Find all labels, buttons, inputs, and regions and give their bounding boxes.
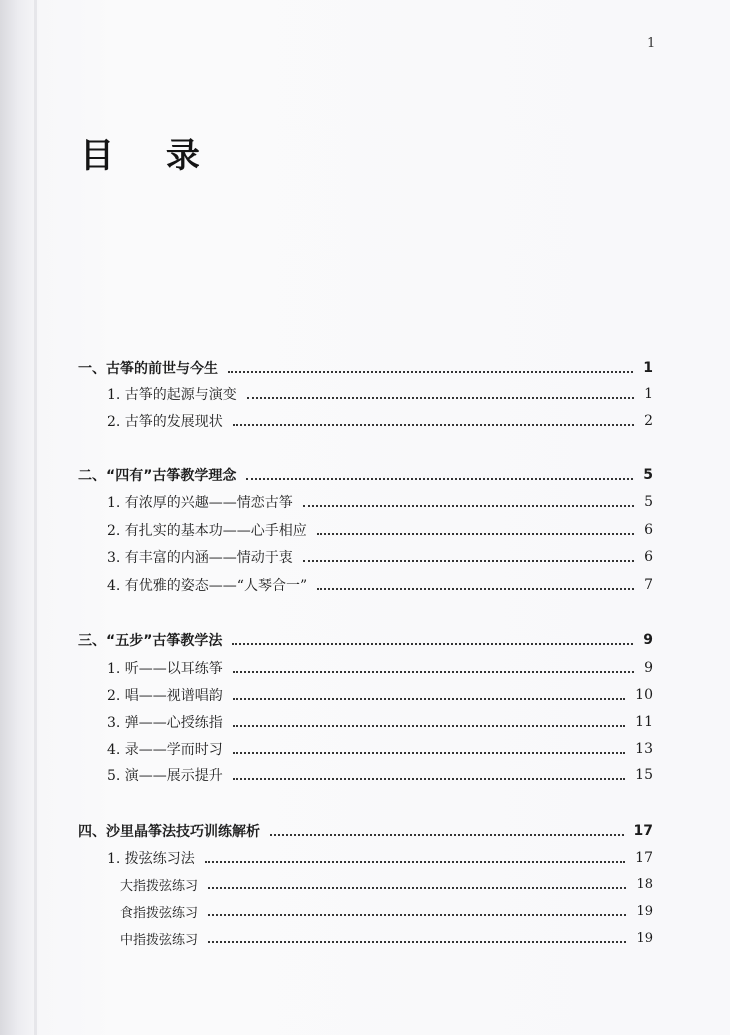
toc-leader-dots (233, 752, 625, 754)
toc-page-number: 19 (636, 903, 653, 919)
toc-page-number: 1 (644, 386, 653, 402)
toc-leader-dots (303, 505, 634, 507)
toc-section-heading[interactable] (0, 355, 730, 381)
toc-page-number: 19 (636, 930, 653, 946)
toc-leader-dots (247, 397, 634, 399)
toc-subitem[interactable] (0, 871, 730, 897)
toc-leader-dots (233, 424, 634, 426)
toc-page-number: 17 (633, 823, 653, 839)
toc-page-number: 13 (635, 741, 653, 757)
toc-page-number: 6 (644, 549, 653, 565)
toc-subitem[interactable] (0, 925, 730, 951)
toc-leader-dots (233, 698, 625, 700)
toc-item-label: 1. 古筝的起源与演变 (107, 387, 237, 403)
toc-item-label: 3. 弹——心授练指 (107, 715, 223, 731)
toc-heading-label: 一、古筝的前世与今生 (78, 361, 218, 377)
toc-page-number: 7 (644, 577, 653, 593)
toc-item[interactable] (0, 572, 730, 598)
toc-section-heading[interactable] (0, 462, 730, 488)
toc-item-label: 5. 演——展示提升 (107, 768, 223, 784)
toc-page-number: 9 (644, 660, 653, 676)
toc-page-number: 5 (644, 494, 653, 510)
toc-leader-dots (232, 643, 633, 645)
toc-item-label: 2. 有扎实的基本功——心手相应 (107, 523, 307, 539)
toc-heading-label: 四、沙里晶筝法技巧训练解析 (78, 824, 260, 840)
toc-item[interactable] (0, 408, 730, 434)
toc-leader-dots (317, 533, 634, 535)
toc-section-heading[interactable] (0, 818, 730, 844)
toc-leader-dots (246, 478, 633, 480)
toc-item-label: 2. 唱——视谱唱韵 (107, 688, 223, 704)
toc-leader-dots (208, 941, 626, 943)
toc-heading-label: 二、“四有”古筝教学理念 (78, 468, 237, 484)
toc-subitem-label: 大指拨弦练习 (120, 878, 199, 894)
toc-item-label: 1. 听——以耳练筝 (107, 661, 223, 677)
toc-leader-dots (317, 588, 634, 590)
toc-leader-dots (228, 371, 633, 373)
toc-page-number: 9 (643, 632, 653, 648)
toc-page-number: 15 (635, 767, 653, 783)
toc-item[interactable] (0, 762, 730, 788)
toc-item-label: 4. 录——学而时习 (107, 742, 223, 758)
toc-page-number: 2 (644, 413, 653, 429)
page-title: 目 录 (80, 136, 220, 176)
toc-item[interactable] (0, 736, 730, 762)
toc-page-number: 18 (636, 876, 653, 892)
toc-item-label: 3. 有丰富的内涵——情动于衷 (107, 550, 293, 566)
toc-item-label: 1. 有浓厚的兴趣——情恋古筝 (107, 495, 293, 511)
toc-page-number: 6 (644, 522, 653, 538)
toc-page-number: 10 (635, 687, 653, 703)
toc-item[interactable] (0, 709, 730, 735)
toc-section-heading[interactable] (0, 627, 730, 653)
toc-heading-label: 三、“五步”古筝教学法 (78, 633, 223, 649)
toc-item[interactable] (0, 544, 730, 570)
toc-page-number: 11 (635, 714, 653, 730)
toc-item-label: 2. 古筝的发展现状 (107, 414, 223, 430)
toc-leader-dots (270, 834, 624, 836)
page-number: 1 (647, 36, 656, 51)
toc-subitem[interactable] (0, 898, 730, 924)
toc-subitem-label: 食指拨弦练习 (120, 905, 199, 921)
toc-leader-dots (208, 914, 626, 916)
toc-item[interactable] (0, 682, 730, 708)
toc-item[interactable] (0, 381, 730, 407)
toc-item-label: 1. 拨弦练习法 (107, 851, 195, 867)
toc-page-number: 17 (635, 850, 653, 866)
toc-item-label: 4. 有优雅的姿态——“人琴合一” (107, 578, 308, 594)
toc-leader-dots (233, 671, 634, 673)
toc-leader-dots (303, 560, 634, 562)
toc-leader-dots (233, 725, 625, 727)
toc-item[interactable] (0, 845, 730, 871)
toc-item[interactable] (0, 517, 730, 543)
toc-leader-dots (208, 887, 626, 889)
toc-page-number: 5 (643, 467, 653, 483)
toc-page-number: 1 (643, 360, 653, 376)
toc-leader-dots (233, 778, 625, 780)
toc-leader-dots (205, 861, 625, 863)
toc-subitem-label: 中指拨弦练习 (120, 932, 199, 948)
toc-item[interactable] (0, 655, 730, 681)
toc-item[interactable] (0, 489, 730, 515)
